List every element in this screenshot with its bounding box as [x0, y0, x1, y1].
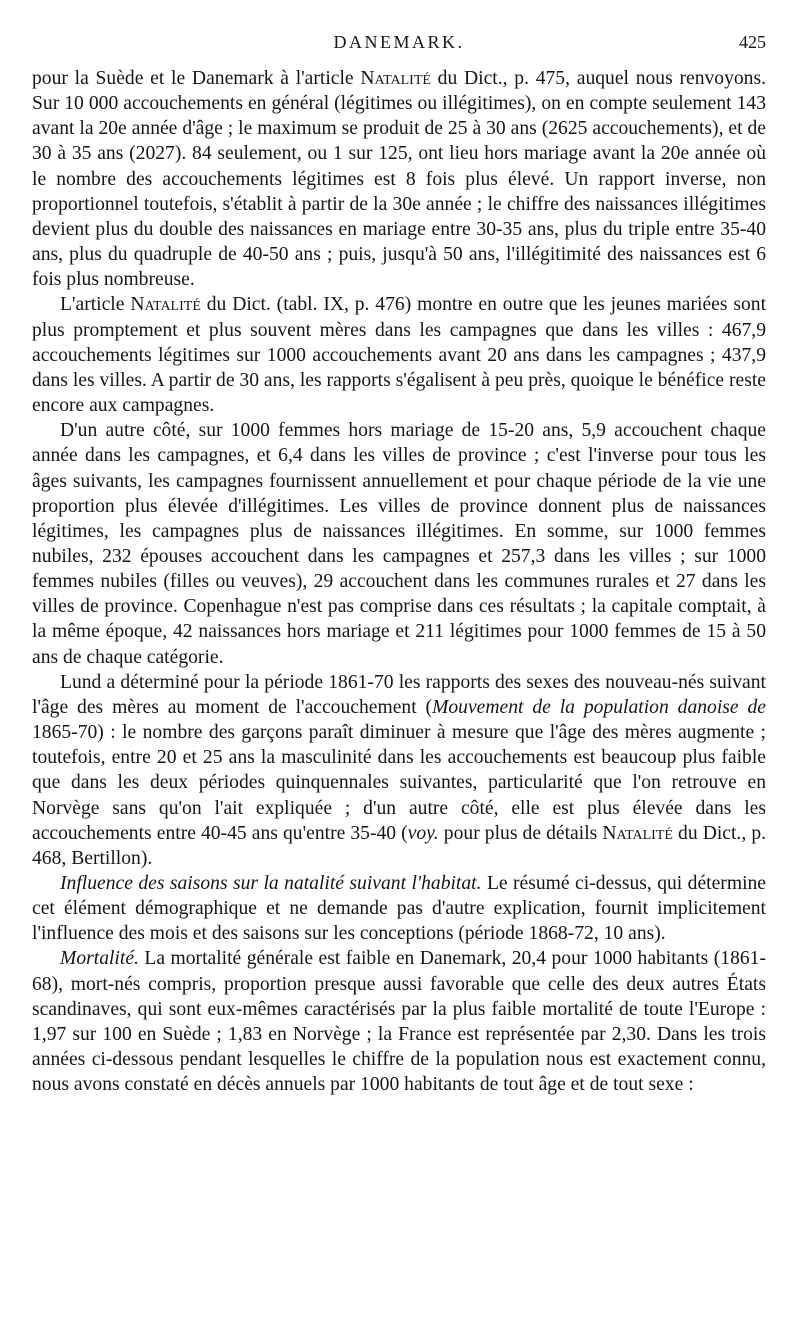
- paragraph: [32, 670, 766, 871]
- small-caps-text: Natalité: [130, 294, 201, 316]
- page-number: 425: [739, 32, 766, 52]
- text-run: La mortalité générale est faible en Danemark, 20,4 pour 1000 habitants (1861-68), mort-nés compris, proportion presque aussi favorable que celle des deux autres États scandinaves, qui sont eux-mêmes caractérisés par la plus faible mortalité de toute l'Europe : 1,97 sur 100 en Suède ; 1,83 en Norvège ; la France est représentée par 2,30. Dans les trois années ci-dessous pendant lesquelles le chiffre de la population nous est exactement connu, nous avons constaté en décès annuels par 1000 habitants de tout âge et de tout sexe :: [32, 948, 766, 1096]
- body-text: [32, 66, 766, 1097]
- paragraph: [32, 871, 766, 946]
- small-caps-text: Natalité: [360, 68, 431, 89]
- small-caps-text: Natalité: [602, 822, 673, 844]
- text-run: 1865-70) : le nombre des garçons paraît diminuer à mesure que l'âge des mères augmente ; toutefois, entre 20 et 25 ans la masculinité dans les accouchements est beaucoup plus faible que dans les deux périodes quinquennales suivantes, particularité que l'on retrouve en Norvège sans qu'on l'ait expliquée ; d'un autre côté, elle est plus élevée dans les accouchements entre 40-45 ans qu'entre 35-40 (: [32, 722, 766, 844]
- italic-text: Influence des saisons sur la natalité suivant l'habitat.: [60, 873, 482, 894]
- italic-text: voy.: [407, 822, 439, 844]
- text-run: L'article: [60, 294, 131, 316]
- text-run: D'un autre côté, sur 1000 femmes hors mariage de 15-20 ans, 5,9 accouchent chaque année dans les campagnes, et 6,4 dans les villes de province ; c'est l'inverse pour tous les âges suivants, les campagnes fournissent annuellement et pour chaque période de la vie une proportion plus élevée d'illégitimes. Les villes de province donnent plus de naissances légitimes, les campagnes plus de naissances illégitimes. En somme, sur 1000 femmes nubiles, 232 épouses accouchent dans les campagnes et 257,3 dans les villes ; sur 1000 femmes nubiles (filles ou veuves), 29 accouchent dans les communes rurales et 27 dans les villes de province. Copenhague n'est pas comprise dans ces résultats ; la capitale comptait, à la même époque, 42 naissances hors mariage et 211 légitimes pour 1000 femmes de 15 à 50 ans de chaque catégorie.: [32, 420, 766, 668]
- text-run: pour la Suède et le Danemark à l'article: [32, 68, 361, 89]
- running-title: DANEMARK.: [333, 32, 465, 52]
- paragraph: [32, 292, 766, 418]
- text-run: pour plus de détails: [438, 822, 603, 844]
- text-run: du Dict. (tabl. IX, p. 476) montre en outre que les jeunes mariées sont plus promptement et plus souvent mères dans les campagnes que dans les villes : 467,9 accouchements légitimes sur 1000 accouchements avant 20 ans dans les campagnes ; 437,9 dans les villes. A partir de 30 ans, les rapports s'égalisent à peu près, quoique le bénéfice reste encore aux campagnes.: [32, 294, 767, 417]
- page-header: [32, 30, 766, 56]
- text-run: Lund a déterminé pour la période 1861-70 les rapports des sexes des nouveau-nés suivant l'âge des mères au moment de l'accouchement (: [32, 671, 766, 718]
- text-run: du Dict., p. 468, Bertillon).: [32, 822, 767, 869]
- text-run: Le résumé ci-dessus, qui détermine cet élément démographique et ne demande pas d'autre explication, fournit implicitement l'influence des mois et des saisons sur les conceptions (période 1868-72, 10 ans).: [32, 873, 767, 945]
- paragraph: [32, 946, 766, 1097]
- italic-text: Mortalité.: [60, 948, 139, 970]
- italic-text: Mouvement de la population danoise de: [432, 696, 767, 718]
- paragraph: [32, 418, 766, 670]
- text-run: du Dict., p. 475, auquel nous renvoyons. Sur 10 000 accouchements en général (légitimes ou illégitimes), on en compte seulement 143 avant la 20e année d'âge ; le maximum se produit de 25 à 30 ans (2625 accouchements), et de 30 à 35 ans (2027). 84 seulement, ou 1 sur 125, ont lieu hors mariage avant la 20e année où le nombre des accouchements légitimes est 8 fois plus élevé. Un rapport inverse, non proportionnel toutefois, s'établit à partir de la 30e année ; le chiffre des naissances illégitimes devient plus du double des naissances en mariage entre 30-35 ans, plus du triple entre 35-40 ans, plus du quadruple de 40-50 ans ; puis, jusqu'à 50 ans, l'illégitimité des naissances est 6 fois plus nombreuse.: [32, 68, 766, 291]
- paragraph: [32, 66, 766, 292]
